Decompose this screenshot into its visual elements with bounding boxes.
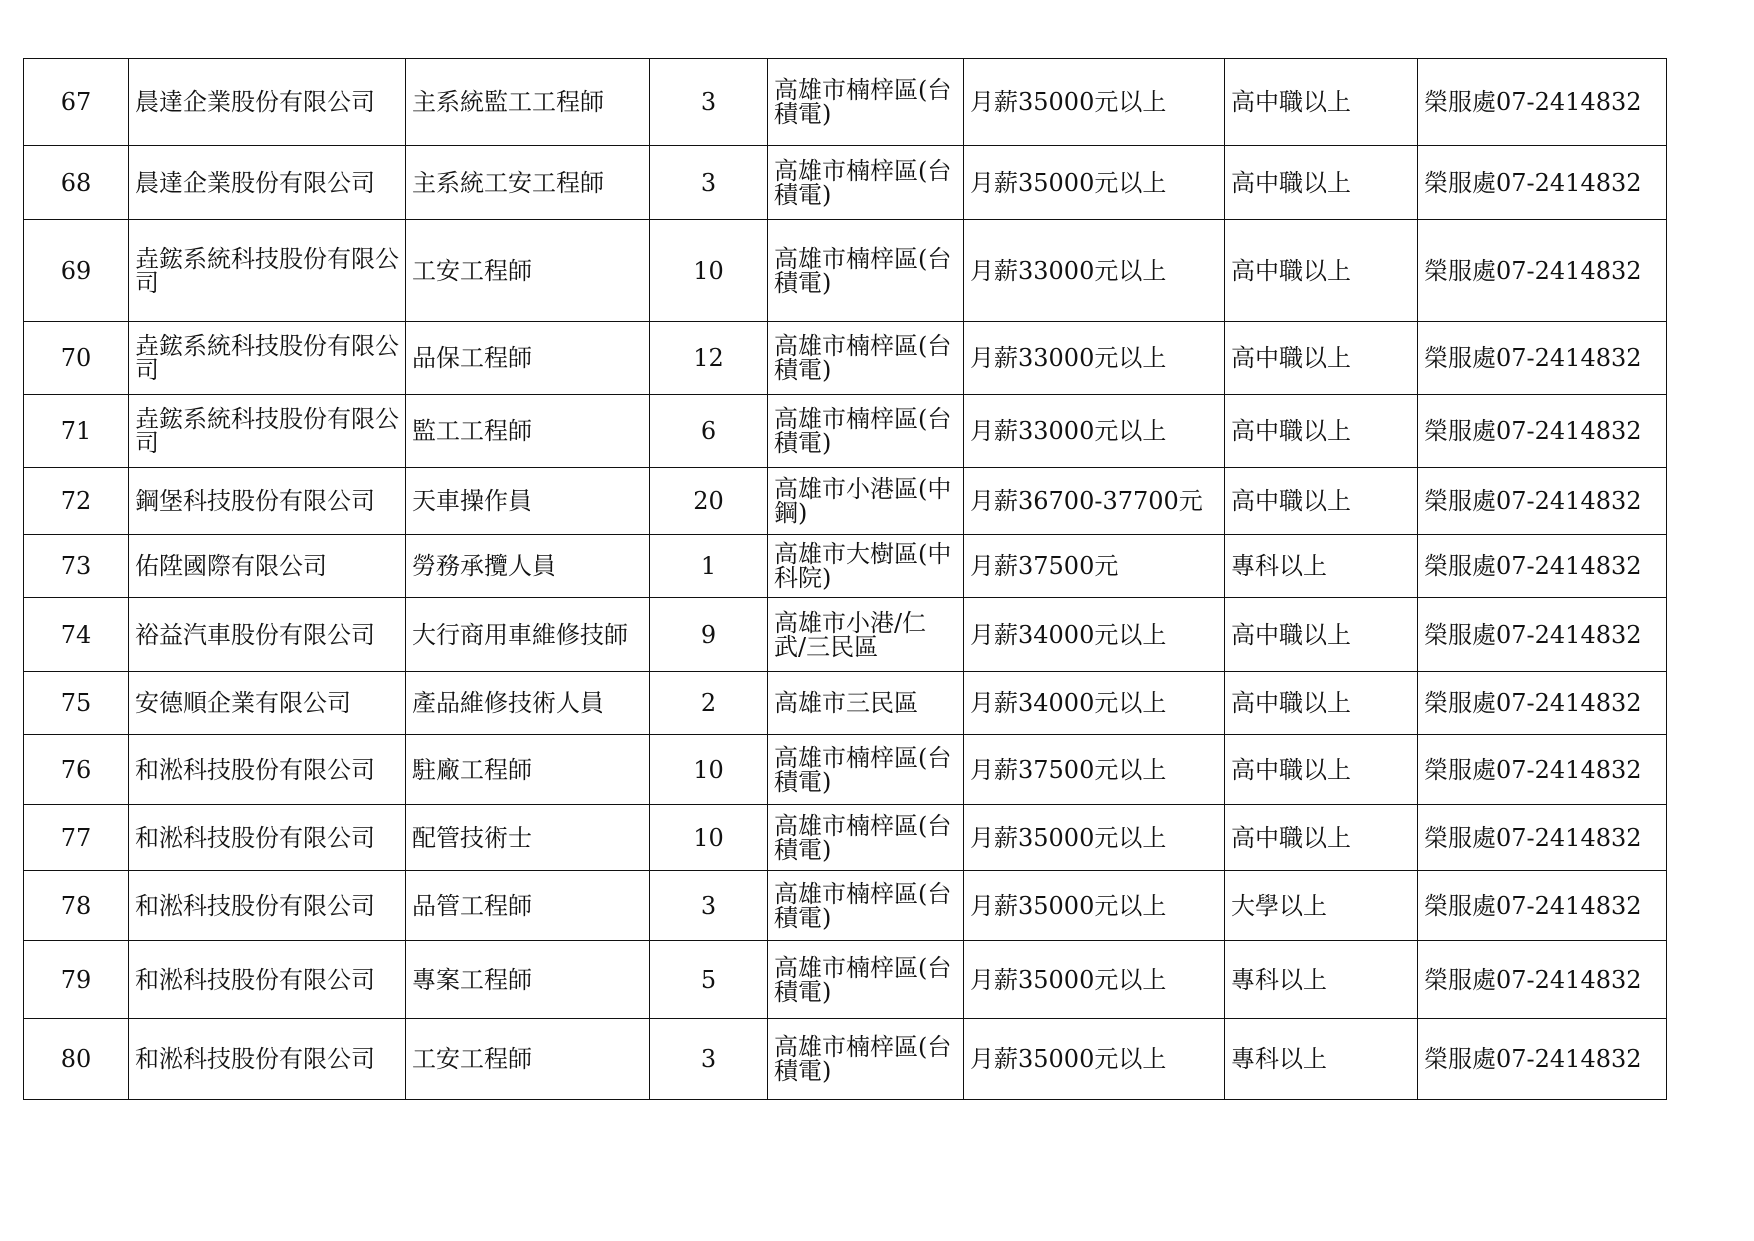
location-cell: 高雄市楠梓區(台積電) — [768, 941, 964, 1019]
education-cell: 高中職以上 — [1225, 735, 1418, 805]
headcount-cell: 3 — [650, 871, 768, 941]
location-cell: 高雄市三民區 — [768, 672, 964, 735]
headcount-cell: 10 — [650, 805, 768, 871]
headcount-cell: 6 — [650, 395, 768, 468]
headcount-cell: 1 — [650, 535, 768, 598]
row-number-cell: 70 — [24, 322, 129, 395]
headcount-cell: 10 — [650, 735, 768, 805]
company-cell: 垚鋐系統科技股份有限公司 — [129, 395, 406, 468]
table-row — [24, 941, 1667, 1019]
table-row — [24, 59, 1667, 146]
contact-cell: 榮服處07-2414832 — [1418, 598, 1667, 672]
position-cell: 配管技術士 — [406, 805, 650, 871]
row-number-cell: 72 — [24, 468, 129, 535]
company-cell: 和淞科技股份有限公司 — [129, 871, 406, 941]
location-cell: 高雄市楠梓區(台積電) — [768, 220, 964, 322]
row-number-cell: 75 — [24, 672, 129, 735]
salary-cell: 月薪33000元以上 — [964, 395, 1225, 468]
contact-cell: 榮服處07-2414832 — [1418, 468, 1667, 535]
table-row — [24, 146, 1667, 220]
contact-cell: 榮服處07-2414832 — [1418, 941, 1667, 1019]
location-cell: 高雄市楠梓區(台積電) — [768, 735, 964, 805]
row-number-cell: 79 — [24, 941, 129, 1019]
company-cell: 佑陞國際有限公司 — [129, 535, 406, 598]
headcount-cell: 2 — [650, 672, 768, 735]
position-cell: 專案工程師 — [406, 941, 650, 1019]
contact-cell: 榮服處07-2414832 — [1418, 395, 1667, 468]
headcount-cell: 3 — [650, 1019, 768, 1100]
row-number-cell: 68 — [24, 146, 129, 220]
education-cell: 高中職以上 — [1225, 598, 1418, 672]
salary-cell: 月薪35000元以上 — [964, 871, 1225, 941]
position-cell: 主系統監工工程師 — [406, 59, 650, 146]
contact-cell: 榮服處07-2414832 — [1418, 146, 1667, 220]
salary-cell: 月薪35000元以上 — [964, 805, 1225, 871]
salary-cell: 月薪33000元以上 — [964, 322, 1225, 395]
education-cell: 高中職以上 — [1225, 468, 1418, 535]
position-cell: 大行商用車維修技師 — [406, 598, 650, 672]
position-cell: 勞務承攬人員 — [406, 535, 650, 598]
education-cell: 高中職以上 — [1225, 395, 1418, 468]
company-cell: 和淞科技股份有限公司 — [129, 941, 406, 1019]
salary-cell: 月薪33000元以上 — [964, 220, 1225, 322]
salary-cell: 月薪34000元以上 — [964, 598, 1225, 672]
position-cell: 品保工程師 — [406, 322, 650, 395]
position-cell: 天車操作員 — [406, 468, 650, 535]
position-cell: 主系統工安工程師 — [406, 146, 650, 220]
row-number-cell: 71 — [24, 395, 129, 468]
location-cell: 高雄市楠梓區(台積電) — [768, 322, 964, 395]
job-listing-table — [23, 58, 1667, 1100]
salary-cell: 月薪35000元以上 — [964, 941, 1225, 1019]
company-cell: 晨達企業股份有限公司 — [129, 146, 406, 220]
row-number-cell: 69 — [24, 220, 129, 322]
headcount-cell: 12 — [650, 322, 768, 395]
table-row — [24, 735, 1667, 805]
location-cell: 高雄市楠梓區(台積電) — [768, 59, 964, 146]
table-row — [24, 598, 1667, 672]
headcount-cell: 20 — [650, 468, 768, 535]
education-cell: 高中職以上 — [1225, 672, 1418, 735]
salary-cell: 月薪35000元以上 — [964, 59, 1225, 146]
table-row — [24, 805, 1667, 871]
row-number-cell: 74 — [24, 598, 129, 672]
education-cell: 專科以上 — [1225, 941, 1418, 1019]
location-cell: 高雄市楠梓區(台積電) — [768, 395, 964, 468]
headcount-cell: 9 — [650, 598, 768, 672]
table-row — [24, 1019, 1667, 1100]
contact-cell: 榮服處07-2414832 — [1418, 735, 1667, 805]
education-cell: 專科以上 — [1225, 1019, 1418, 1100]
table-row — [24, 395, 1667, 468]
table-row — [24, 871, 1667, 941]
row-number-cell: 77 — [24, 805, 129, 871]
company-cell: 晨達企業股份有限公司 — [129, 59, 406, 146]
headcount-cell: 3 — [650, 59, 768, 146]
company-cell: 垚鋐系統科技股份有限公司 — [129, 220, 406, 322]
table-row — [24, 220, 1667, 322]
position-cell: 產品維修技術人員 — [406, 672, 650, 735]
contact-cell: 榮服處07-2414832 — [1418, 59, 1667, 146]
location-cell: 高雄市楠梓區(台積電) — [768, 1019, 964, 1100]
job-table-body — [24, 59, 1667, 1100]
row-number-cell: 76 — [24, 735, 129, 805]
education-cell: 大學以上 — [1225, 871, 1418, 941]
education-cell: 高中職以上 — [1225, 220, 1418, 322]
location-cell: 高雄市楠梓區(台積電) — [768, 146, 964, 220]
salary-cell: 月薪37500元 — [964, 535, 1225, 598]
position-cell: 監工工程師 — [406, 395, 650, 468]
contact-cell: 榮服處07-2414832 — [1418, 871, 1667, 941]
company-cell: 安德順企業有限公司 — [129, 672, 406, 735]
location-cell: 高雄市小港/仁武/三民區 — [768, 598, 964, 672]
row-number-cell: 80 — [24, 1019, 129, 1100]
company-cell: 和淞科技股份有限公司 — [129, 805, 406, 871]
company-cell: 和淞科技股份有限公司 — [129, 1019, 406, 1100]
salary-cell: 月薪34000元以上 — [964, 672, 1225, 735]
education-cell: 高中職以上 — [1225, 322, 1418, 395]
salary-cell: 月薪35000元以上 — [964, 146, 1225, 220]
headcount-cell: 5 — [650, 941, 768, 1019]
row-number-cell: 78 — [24, 871, 129, 941]
table-row — [24, 672, 1667, 735]
location-cell: 高雄市小港區(中鋼) — [768, 468, 964, 535]
location-cell: 高雄市楠梓區(台積電) — [768, 805, 964, 871]
headcount-cell: 3 — [650, 146, 768, 220]
company-cell: 裕益汽車股份有限公司 — [129, 598, 406, 672]
row-number-cell: 67 — [24, 59, 129, 146]
education-cell: 高中職以上 — [1225, 59, 1418, 146]
company-cell: 鋼堡科技股份有限公司 — [129, 468, 406, 535]
location-cell: 高雄市楠梓區(台積電) — [768, 871, 964, 941]
position-cell: 工安工程師 — [406, 1019, 650, 1100]
contact-cell: 榮服處07-2414832 — [1418, 805, 1667, 871]
contact-cell: 榮服處07-2414832 — [1418, 535, 1667, 598]
table-row — [24, 468, 1667, 535]
company-cell: 垚鋐系統科技股份有限公司 — [129, 322, 406, 395]
position-cell: 品管工程師 — [406, 871, 650, 941]
location-cell: 高雄市大樹區(中科院) — [768, 535, 964, 598]
contact-cell: 榮服處07-2414832 — [1418, 220, 1667, 322]
education-cell: 高中職以上 — [1225, 146, 1418, 220]
education-cell: 專科以上 — [1225, 535, 1418, 598]
salary-cell: 月薪37500元以上 — [964, 735, 1225, 805]
company-cell: 和淞科技股份有限公司 — [129, 735, 406, 805]
salary-cell: 月薪35000元以上 — [964, 1019, 1225, 1100]
contact-cell: 榮服處07-2414832 — [1418, 672, 1667, 735]
headcount-cell: 10 — [650, 220, 768, 322]
position-cell: 駐廠工程師 — [406, 735, 650, 805]
position-cell: 工安工程師 — [406, 220, 650, 322]
salary-cell: 月薪36700-37700元 — [964, 468, 1225, 535]
row-number-cell: 73 — [24, 535, 129, 598]
table-row — [24, 535, 1667, 598]
contact-cell: 榮服處07-2414832 — [1418, 322, 1667, 395]
table-row — [24, 322, 1667, 395]
contact-cell: 榮服處07-2414832 — [1418, 1019, 1667, 1100]
education-cell: 高中職以上 — [1225, 805, 1418, 871]
